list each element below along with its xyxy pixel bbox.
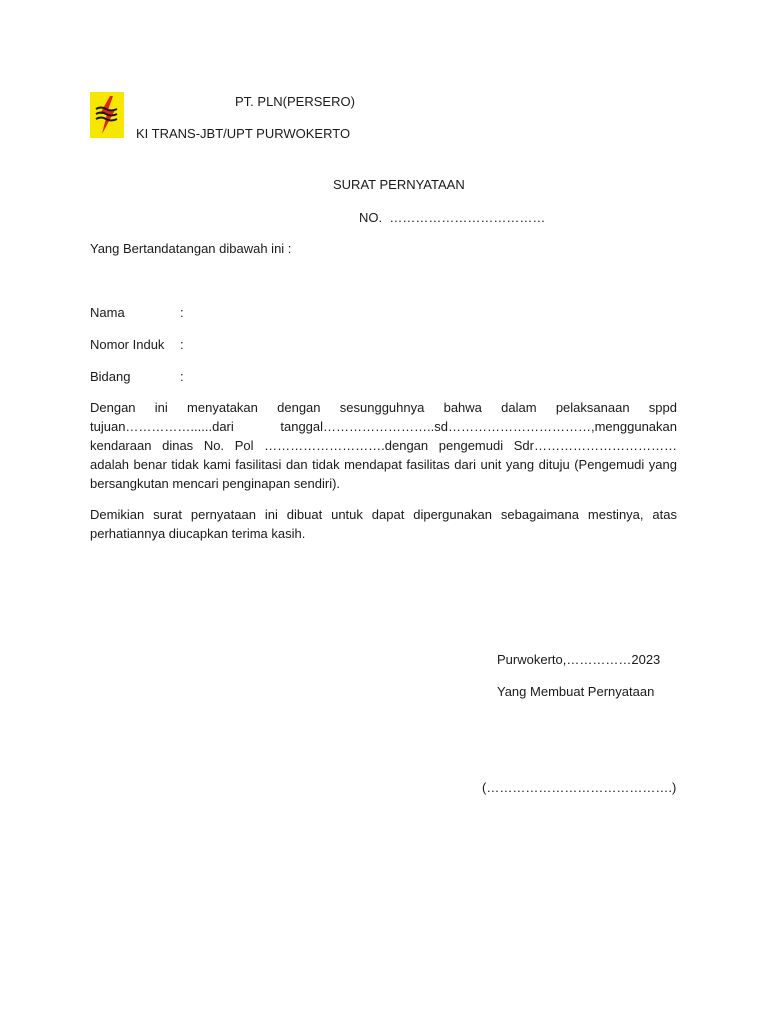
field-label-bidang: Bidang <box>90 369 131 384</box>
signer-name-placeholder: (…………………………………….) <box>482 780 677 795</box>
document-title: SURAT PERNYATAAN <box>333 177 465 192</box>
body-paragraph-statement: Dengan ini menyatakan dengan sesungguhnya bahwa dalam pelaksanaan sppd tujuan……………......dari tanggal……………………..sd……………………………,menggunakan kendaraan dinas No. Pol ……………………….dengan pengemudi Sdr…………………………… adalah benar tidak kami fasilitasi dan tidak mendapat fasilitas dari unit yang dituju (Pengemudi yang bersangkutan mencari penginapan sendiri). <box>90 400 677 491</box>
field-colon: : <box>180 305 184 320</box>
body-paragraph-closing: Demikian surat pernyataan ini dibuat untuk dapat dipergunakan sebagaimana mestinya, atas perhatiannya diucapkan terima kasih. <box>90 507 677 541</box>
intro-text: Yang Bertandatangan dibawah ini : <box>90 241 292 256</box>
document-number <box>359 210 545 225</box>
field-label-nomor-induk: Nomor Induk <box>90 337 165 352</box>
field-colon: : <box>180 369 184 384</box>
field-label-nama: Nama <box>90 305 125 320</box>
company-name: PT. PLN(PERSERO) <box>235 94 355 109</box>
unit-name: KI TRANS-JBT/UPT PURWOKERTO <box>136 126 351 141</box>
number-label: NO. <box>359 210 383 225</box>
number-value: ……………………………… <box>389 210 546 225</box>
pln-lightning-logo-icon <box>90 92 124 138</box>
field-colon: : <box>180 337 184 352</box>
place-date: Purwokerto,……………2023 <box>497 652 661 667</box>
signer-label: Yang Membuat Pernyataan <box>497 684 655 699</box>
